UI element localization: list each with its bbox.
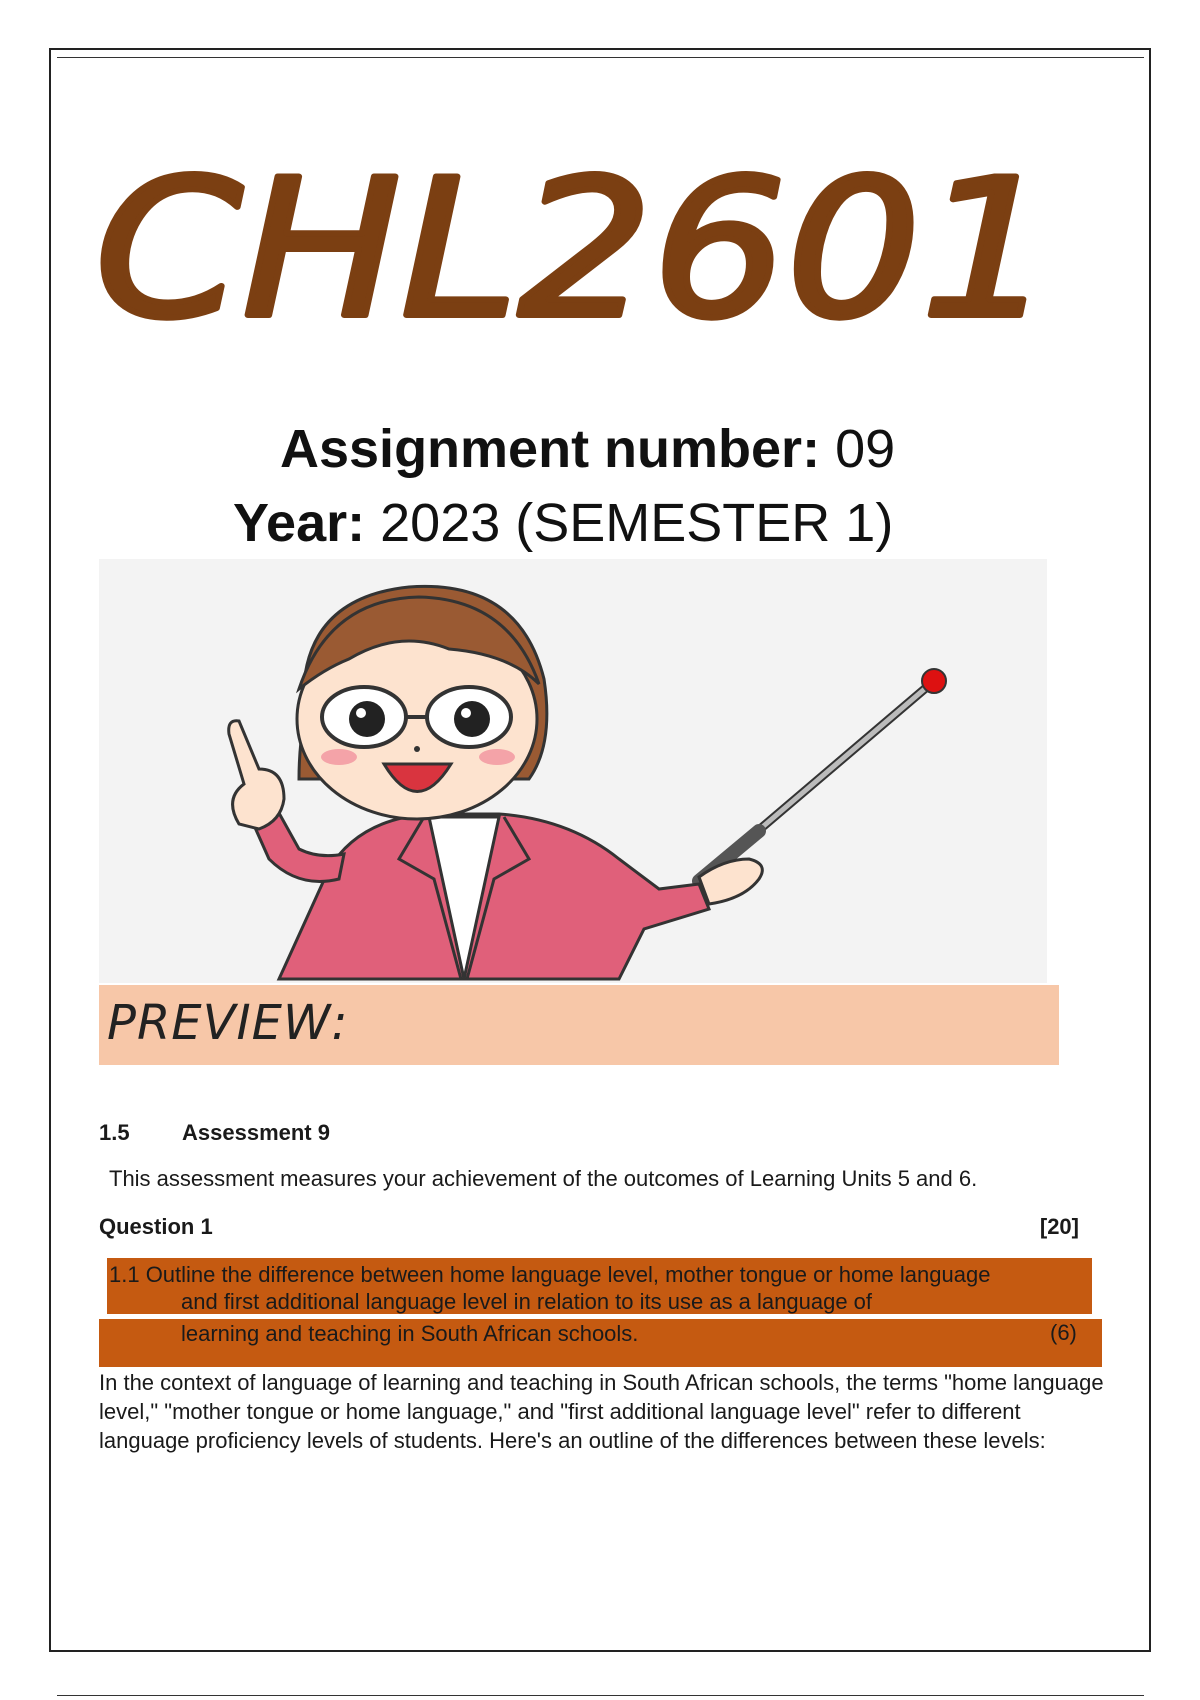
bottom-rule <box>57 1695 1144 1696</box>
course-code-text: CHL2601 <box>95 150 1055 350</box>
section-number: 1.5 <box>99 1120 130 1145</box>
answer-paragraph: In the context of language of learning and teaching in South African schools, the terms "home language level," "mother tongue or home language," and "first additional language level" refer to different language proficiency levels of students. Here's an outline of the differences between these levels: <box>99 1370 1104 1453</box>
assignment-number-line <box>280 419 896 479</box>
question-1-1-line-1: 1.1 Outline the difference between home language level, mother tongue or home language <box>109 1262 991 1287</box>
preview-label: PREVIEW: <box>107 995 349 1051</box>
question-title: Question 1 <box>99 1214 213 1239</box>
course-code-title <box>95 150 1075 350</box>
assignment-label: Assignment number: <box>280 419 821 479</box>
question-heading <box>99 1214 1079 1240</box>
top-rule <box>57 57 1144 58</box>
question-total-marks: [20] <box>1039 1214 1079 1239</box>
assignment-value: 09 <box>835 419 896 479</box>
question-1-1-line-3: learning and teaching in South African schools. <box>181 1321 639 1346</box>
year-value: 2023 (SEMESTER 1) <box>380 493 894 553</box>
teacher-with-pointer-icon <box>99 559 1047 983</box>
preview-banner <box>99 985 1059 1065</box>
question-1-1-marks: (6) <box>1050 1320 1077 1345</box>
course-code-svg <box>95 150 1075 350</box>
section-heading <box>99 1120 330 1146</box>
question-1-1-line-2: and first additional language level in relation to its use as a language of <box>181 1289 873 1314</box>
teacher-illustration <box>99 559 1047 983</box>
assessment-intro: This assessment measures your achievement of the outcomes of Learning Units 5 and 6. <box>109 1166 978 1191</box>
year-label: Year: <box>233 493 366 553</box>
section-title: Assessment 9 <box>182 1120 330 1145</box>
year-line <box>233 493 894 553</box>
